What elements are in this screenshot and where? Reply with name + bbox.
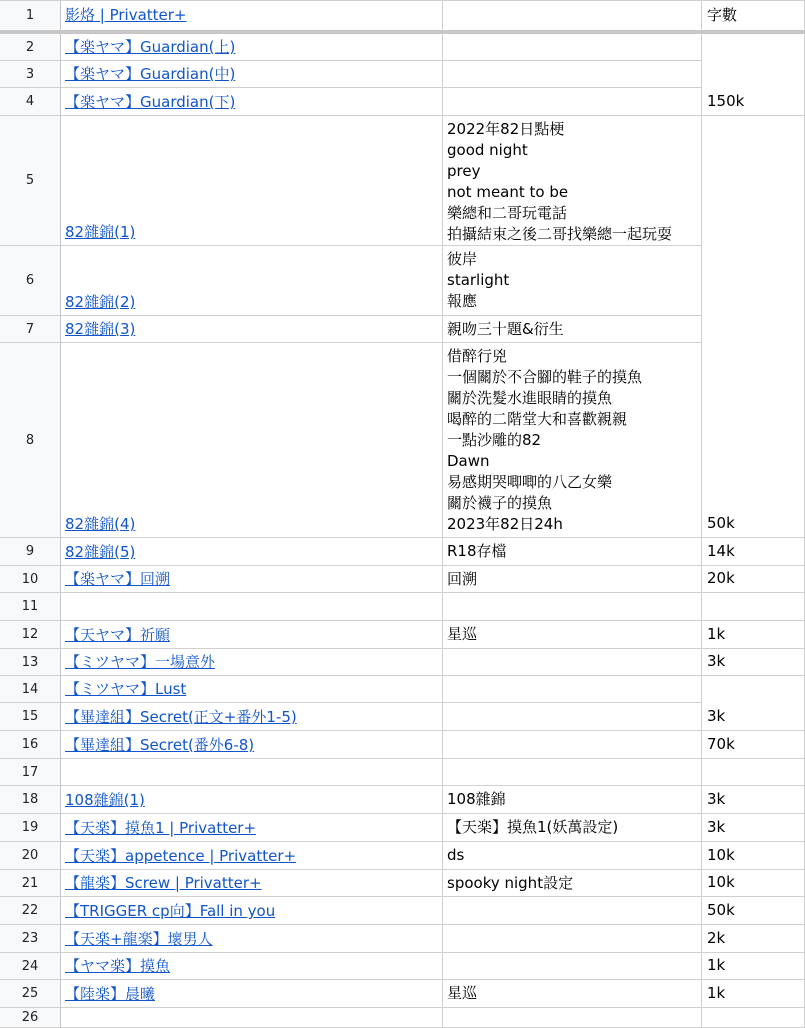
notes-cell[interactable] — [443, 897, 702, 925]
notes-cell[interactable] — [443, 1008, 702, 1028]
word-count-value: 1k — [707, 984, 726, 1002]
row-number[interactable]: 9 — [0, 538, 61, 566]
notes-cell[interactable] — [443, 566, 702, 593]
row-number[interactable]: 26 — [0, 1008, 61, 1028]
notes-cell[interactable] — [443, 759, 702, 786]
title-link[interactable]: 82雜錦(3) — [65, 320, 136, 338]
title-link[interactable]: 【ヤマ楽】摸魚 — [65, 957, 171, 975]
word-count-value: 1k — [707, 625, 726, 643]
row-number[interactable]: 1 — [0, 1, 61, 31]
title-link[interactable]: 【楽ヤマ】Guardian(下) — [65, 93, 236, 111]
note-line: 【天楽】摸魚1(妖萬設定) — [447, 818, 619, 836]
row-number[interactable]: 16 — [0, 731, 61, 759]
notes-cell[interactable] — [443, 316, 702, 343]
title-link[interactable]: 【天ヤマ】祈願 — [65, 626, 171, 644]
note-line: spooky night設定 — [447, 874, 574, 892]
title-link[interactable]: 【天楽+龍楽】壞男人 — [65, 930, 213, 948]
note-line: 一個關於不合腳的鞋子的摸魚 — [447, 368, 643, 386]
title-cell[interactable] — [61, 649, 443, 676]
row-number[interactable]: 10 — [0, 566, 61, 593]
row-number[interactable]: 21 — [0, 870, 61, 897]
note-line: good night — [447, 141, 528, 159]
word-count-cell[interactable] — [702, 953, 805, 980]
notes-cell[interactable] — [443, 621, 702, 649]
notes-cell[interactable] — [443, 842, 702, 870]
note-line: 星巡 — [447, 984, 478, 1002]
row-number[interactable]: 12 — [0, 621, 61, 649]
title-cell[interactable] — [61, 842, 443, 870]
notes-cell[interactable] — [443, 34, 702, 61]
note-line: 回溯 — [447, 570, 478, 588]
row-number[interactable]: 22 — [0, 897, 61, 925]
word-count-value: 50k — [707, 514, 735, 532]
notes-cell[interactable] — [443, 676, 702, 703]
title-cell[interactable] — [61, 786, 443, 814]
notes-cell[interactable] — [443, 786, 702, 814]
note-line: 借醉行兇 — [447, 347, 508, 365]
notes-cell[interactable] — [443, 870, 702, 897]
title-link[interactable]: 82雜錦(1) — [65, 223, 136, 241]
word-count-value: 10k — [707, 846, 735, 864]
word-count-cell[interactable] — [702, 566, 805, 593]
note-line: not meant to be — [447, 183, 569, 201]
title-link[interactable]: 【畢達組】Secret(正文+番外1-5) — [65, 708, 297, 726]
title-cell[interactable] — [61, 593, 443, 621]
title-cell[interactable] — [61, 316, 443, 343]
title-cell[interactable] — [61, 870, 443, 897]
row-number[interactable]: 8 — [0, 343, 61, 538]
title-cell[interactable] — [61, 925, 443, 953]
note-line: 關於襪子的摸魚 — [447, 494, 553, 512]
note-line: ds — [447, 846, 465, 864]
row-number[interactable]: 23 — [0, 925, 61, 953]
notes-cell[interactable] — [443, 980, 702, 1008]
note-line: 喝醉的二階堂大和喜歡親親 — [447, 410, 628, 428]
title-cell[interactable] — [61, 731, 443, 759]
note-line: 親吻三十題&衍生 — [447, 320, 564, 338]
title-link[interactable]: 82雜錦(2) — [65, 293, 136, 311]
note-line: Dawn — [447, 452, 490, 470]
notes-cell[interactable] — [443, 925, 702, 953]
title-cell[interactable] — [61, 566, 443, 593]
row-number[interactable]: 17 — [0, 759, 61, 786]
title-cell[interactable] — [61, 61, 443, 88]
word-count-cell[interactable] — [702, 649, 805, 676]
notes-header-cell[interactable] — [443, 1, 702, 31]
word-count-cell[interactable] — [702, 814, 805, 842]
title-link[interactable]: 【天楽】appetence | Privatter+ — [65, 847, 297, 865]
title-cell[interactable] — [61, 1, 443, 31]
row-number[interactable]: 4 — [0, 88, 61, 116]
note-line: 關於洗髮水進眼睛的摸魚 — [447, 389, 613, 407]
notes-cell[interactable] — [443, 703, 702, 731]
title-link[interactable]: 【畢達組】Secret(番外6-8) — [65, 736, 255, 754]
notes-cell[interactable] — [443, 814, 702, 842]
row-number[interactable]: 5 — [0, 116, 61, 246]
notes-cell[interactable] — [443, 538, 702, 566]
note-line: 報應 — [447, 292, 478, 310]
title-link[interactable]: 【陸楽】晨曦 — [65, 985, 156, 1003]
title-cell[interactable] — [61, 1008, 443, 1028]
note-line: 拍攝結束之後二哥找樂總一起玩耍 — [447, 225, 673, 243]
word-count-value: 10k — [707, 873, 735, 891]
title-cell[interactable] — [61, 814, 443, 842]
title-link[interactable]: 【天楽】摸魚1 | Privatter+ — [65, 819, 257, 837]
title-link[interactable]: 【楽ヤマ】回溯 — [65, 570, 171, 588]
title-cell[interactable] — [61, 538, 443, 566]
note-line: starlight — [447, 271, 510, 289]
notes-cell[interactable] — [443, 649, 702, 676]
word-count-cell[interactable] — [702, 759, 805, 786]
notes-cell[interactable] — [443, 953, 702, 980]
note-line: 樂總和二哥玩電話 — [447, 204, 568, 222]
row-number[interactable]: 19 — [0, 814, 61, 842]
word-count-cell[interactable] — [702, 786, 805, 814]
word-count-value: 2k — [707, 929, 726, 947]
word-count-value: 70k — [707, 735, 735, 753]
word-count-value: 50k — [707, 901, 735, 919]
word-count-value: 3k — [707, 707, 726, 725]
word-count-value: 3k — [707, 652, 726, 670]
notes-cell[interactable] — [443, 343, 702, 538]
row-number[interactable]: 11 — [0, 593, 61, 621]
notes-cell[interactable] — [443, 593, 702, 621]
note-line: 2022年82日點梗 — [447, 120, 565, 138]
title-link[interactable]: 82雜錦(5) — [65, 543, 136, 561]
word-count-cell[interactable] — [702, 870, 805, 897]
word-count-cell[interactable] — [702, 593, 805, 621]
word-count-cell[interactable] — [702, 980, 805, 1008]
row-number[interactable]: 3 — [0, 61, 61, 88]
word-count-value: 150k — [707, 92, 745, 110]
row-number[interactable]: 18 — [0, 786, 61, 814]
row-number[interactable]: 25 — [0, 980, 61, 1008]
word-count-cell[interactable] — [702, 538, 805, 566]
row-number[interactable]: 2 — [0, 34, 61, 61]
note-line: R18存檔 — [447, 542, 507, 560]
title-link[interactable]: 【ミツヤマ】一場意外 — [65, 653, 216, 671]
title-cell[interactable] — [61, 980, 443, 1008]
title-link[interactable]: 【TRIGGER cp向】Fall in you — [65, 902, 276, 920]
note-line: 星巡 — [447, 625, 478, 643]
word-count-cell[interactable] — [702, 116, 805, 538]
row-number[interactable]: 15 — [0, 703, 61, 731]
row-number[interactable]: 13 — [0, 649, 61, 676]
title-cell[interactable] — [61, 897, 443, 925]
word-count-value: 3k — [707, 818, 726, 836]
row-number[interactable]: 20 — [0, 842, 61, 870]
note-line: 一點沙雕的82 — [447, 431, 542, 449]
title-link[interactable]: 108雜錦(1) — [65, 791, 145, 809]
title-cell[interactable] — [61, 759, 443, 786]
row-number[interactable]: 7 — [0, 316, 61, 343]
word-count-cell[interactable] — [702, 1008, 805, 1028]
note-line: 108雜錦 — [447, 790, 506, 808]
note-line: 易感期哭唧唧的八乙女樂 — [447, 473, 613, 491]
title-link[interactable]: 【龍楽】Screw | Privatter+ — [65, 874, 262, 892]
note-line: prey — [447, 162, 481, 180]
word-count-cell[interactable] — [702, 897, 805, 925]
word-count-cell[interactable] — [702, 34, 805, 116]
notes-cell[interactable] — [443, 88, 702, 116]
title-cell[interactable] — [61, 116, 443, 246]
word-count-cell[interactable] — [702, 842, 805, 870]
notes-cell[interactable] — [443, 246, 702, 316]
row-number[interactable]: 6 — [0, 246, 61, 316]
title-link[interactable]: 【楽ヤマ】Guardian(中) — [65, 65, 236, 83]
title-cell[interactable] — [61, 953, 443, 980]
title-cell[interactable] — [61, 246, 443, 316]
word-count-value: 3k — [707, 790, 726, 808]
note-line: 2023年82日24h — [447, 515, 563, 533]
title-cell[interactable] — [61, 703, 443, 731]
word-count-value: 1k — [707, 956, 726, 974]
word-count-value: 20k — [707, 569, 735, 587]
title-cell[interactable] — [61, 676, 443, 703]
title-cell[interactable] — [61, 343, 443, 538]
title-link[interactable]: 影烙 | Privatter+ — [65, 6, 187, 24]
word-count-cell[interactable] — [702, 676, 805, 731]
row-number[interactable]: 24 — [0, 953, 61, 980]
notes-cell[interactable] — [443, 116, 702, 246]
title-link[interactable]: 【楽ヤマ】Guardian(上) — [65, 38, 236, 56]
word-count-cell[interactable] — [702, 925, 805, 953]
row-number[interactable]: 14 — [0, 676, 61, 703]
title-link[interactable]: 82雜錦(4) — [65, 515, 136, 533]
notes-cell[interactable] — [443, 61, 702, 88]
title-cell[interactable] — [61, 621, 443, 649]
word-count-cell[interactable] — [702, 621, 805, 649]
word-count-cell[interactable] — [702, 731, 805, 759]
word-count-value: 14k — [707, 542, 735, 560]
note-line: 彼岸 — [447, 250, 478, 268]
title-link[interactable]: 【ミツヤマ】Lust — [65, 680, 187, 698]
title-cell[interactable] — [61, 34, 443, 61]
title-cell[interactable] — [61, 88, 443, 116]
notes-cell[interactable] — [443, 731, 702, 759]
word-count-header-cell[interactable]: 字數 — [702, 1, 805, 31]
